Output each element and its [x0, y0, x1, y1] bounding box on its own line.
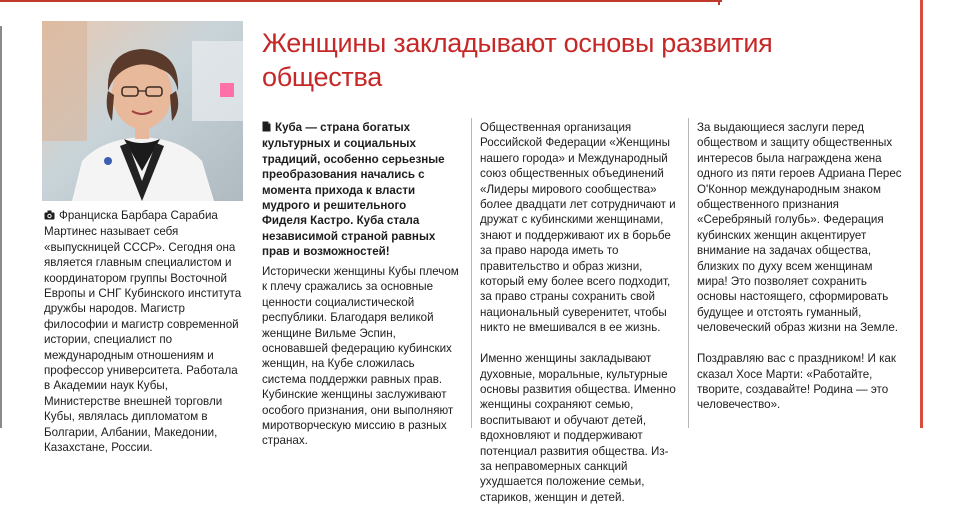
article-headline: Женщины закладывают основы развития общества	[262, 28, 773, 92]
photo-caption	[44, 208, 246, 456]
top-rule	[0, 0, 722, 2]
column-divider	[688, 118, 689, 428]
body-column-2: Общественная организация Российской Федерации «Женщины нашего города» и Международный союз общественных объединений «Лидеры мирового сообщества» более двадцати лет сотрудничают и дружат с кубинскими женщинами, знают и поддерживают их в борьбе за право народа иметь то правительство и образ жизни, который ему более всего подходит, за право страны сохранить свой национальный суверенитет, чтобы никто не вмешивался в ее жизнь. Именно женщины закладывают духовные, моральные, культурные основы развития общества. Именно женщины сохраняют семью, воспитывают и обучают детей, вдохновляют и поддерживают потенциал развития общества. Из-за неправомерных санкций ухудшается положение семьи, стариков, женщин и детей.	[480, 121, 676, 504]
column-divider	[471, 118, 472, 428]
camera-icon	[44, 209, 55, 224]
caption-text: Франциска Барбара Сарабиа Мартинес называет себя «выпускницей СССР». Сегодня она является главным специалистом и координатором группы Восточной Европы и СНГ Кубинского института дружбы народов. Магистр философии и магистр современной истории, специалист по международным отношениям и профессор университета. Работала в Академии наук Кубы, Министерстве внешней торговли Кубы, являлась дипломатом в Болгарии, Албании, Македонии, Казахстане, России.	[44, 209, 242, 455]
portrait-illustration	[42, 21, 243, 201]
body-column-3: За выдающиеся заслуги перед обществом и защиту общественных интересов была награждена жена одного из пяти героев Адриана Перес О'Коннор международным знаком общественного признания «Серебряный голубь». Федерация кубинских женщин акцентирует внимание на задачах общества, близких по духу всем женщинам мира! Это позволяет сохранить основы настоящего, сформировать будущее и отстоять гуманный, человеческий образ жизни на Земле. Поздравляю вас с праздником! И как сказал Хосе Марти: «Работайте, творите, создавайте! Родина — это человечество».	[697, 121, 902, 412]
top-rule-tick	[718, 0, 720, 5]
portrait-photo	[42, 21, 243, 201]
body-column-1: Исторически женщины Кубы плечом к плечу сражались за основные ценности социалистической республики. Благодаря великой женщине Вильме Эспин, основавшей федерацию кубинских женщин, на Кубе сложилась система поддержки равных прав. Кубинские женщины заслуживают особого признания, они выполняют миротворческую миссию в разных странах.	[262, 265, 459, 448]
lead-paragraph	[262, 120, 447, 260]
lead-text: Куба — страна богатых культурных и социальных традиций, особенно серьезные преобразования начались с момента прихода к власти мудрого и решительного Фиделя Кастро. Куба стала независимой страной равных прав и возможностей!	[262, 121, 445, 259]
left-margin-rule	[0, 26, 2, 428]
right-margin-rule	[920, 0, 923, 428]
document-icon	[262, 121, 271, 136]
